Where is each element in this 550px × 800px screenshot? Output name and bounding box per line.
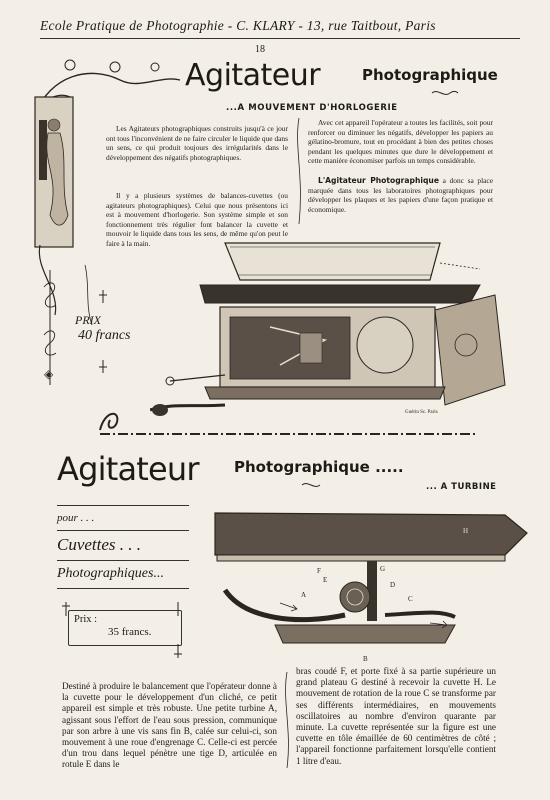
section1-col2-p2-rest: a donc sa place marquée dans tous les laboratoires photographiques pour développer les plaques et les papiers d'une façon pratique et économique. (308, 176, 493, 214)
column-divider (280, 670, 294, 770)
price-box-ornament (60, 596, 190, 662)
header-rule (40, 38, 520, 39)
section2-price-value: 35 francs. (108, 626, 152, 638)
section2-col1: Destiné à produire le balancement que l'opérateur donne à la cuvette pour le développement d'un cliché, ce petit appareil est simple et très robuste. Une petite turbine A, agissant sous l'effort de l'eau sous pression, communique par son arbre à une vis sans fin B, calée sur celui-ci, son mouvement à une roue d'engrenage C. Celle-ci est percée d'un trou dans lequel pénètre une tige D, articulée en rotule E dans le (62, 681, 277, 770)
section1-title-sub: Photographique (362, 66, 498, 84)
section2-side-cuvettes: Cuvettes . . . (57, 535, 142, 554)
section1-col1-p1: Les Agitateurs photographiques construits jusqu'à ce jour ont tous l'inconvénient de ne faire circuler le liquide que dans un sens, ce qui produit toujours des irrégularités dans le développement des négatifs photographiques. (106, 124, 288, 162)
section2-col2: bras coudé F, et porte fixé à sa partie supérieure un grand plateau G destiné à recevoir la cuvette H. Le mouvement de rotation de la roue C se transforme par ses différents intermédiaires, en mouvements oscillatoires au nombre d'environ quarante par minute. La cuvette représentée sur la figure est une cuvette en tôle émaillée de 60 centimètres de côté ; l'appareil fonctionne parfaitement lorsqu'elle contient 1 litre d'eau. (296, 666, 496, 766)
svg-text:◈: ◈ (44, 367, 54, 381)
page-number: 18 (255, 44, 265, 55)
section1-col1-p2: Il y a plusieurs systèmes de balances-cuvettes (ou agitateurs photographiques). Celui que nous présentons ici est à mouvement d'horlogerie. Son système simple et son fonctionnement très régulier font balancer la cuvette et mouvoir le liquide dans tous les sens, de même qu'on peut le faire à la main. (106, 191, 288, 248)
fig-label-C: C (408, 595, 413, 603)
section2-subtitle: ... A TURBINE (426, 482, 497, 492)
engraver-signature: Guérin Sc. Paris (405, 410, 438, 415)
rule (57, 588, 189, 589)
product-name: L'Agitateur Photographique (318, 176, 439, 185)
fig-label-D: D (390, 581, 396, 589)
section-separator (95, 400, 495, 440)
header-text: Ecole Pratique de Photographie - C. KLARY - 13, rue Taitbout, Paris (40, 18, 436, 33)
section2-title-sub: Photographique ..... (234, 458, 404, 476)
section1-price-value: 40 francs (78, 328, 131, 343)
fig-label-A: A (301, 591, 307, 599)
rule (57, 530, 189, 531)
fig-label-B: B (363, 655, 368, 663)
section2-price-label: Prix : (74, 614, 98, 625)
page-header (40, 18, 520, 34)
section1-title: Agitateur (185, 58, 321, 93)
fig-label-H: H (463, 527, 469, 535)
section1-col2-p2 (308, 176, 493, 214)
flourish-icon (300, 480, 326, 490)
turbine-agitator-illustration (205, 505, 535, 670)
rule (57, 560, 189, 561)
section2-side-photographiques: Photographiques... (57, 566, 164, 581)
section1-col2-p1: Avec cet appareil l'opérateur a toutes les facilités, soit pour renforcer ou diminuer les négatifs, développer les papiers au gélatino-bromure, tout en procédant à bien des petites choses pendant les quelques minutes que dure le développement et cette manière économiser parfois un temps considérable. (308, 118, 493, 166)
section1-price-label: PRIX (75, 313, 101, 327)
rule (57, 505, 189, 506)
section1-subtitle: ...A MOUVEMENT D'HORLOGERIE (226, 103, 398, 113)
fig-label-F: F (317, 567, 321, 575)
fig-label-G: G (380, 565, 386, 573)
column-divider (292, 116, 306, 226)
section2-title: Agitateur (57, 450, 199, 488)
flourish-icon (430, 88, 460, 98)
section2-side-pour: pour . . . (57, 512, 95, 524)
fig-label-E: E (323, 576, 328, 584)
